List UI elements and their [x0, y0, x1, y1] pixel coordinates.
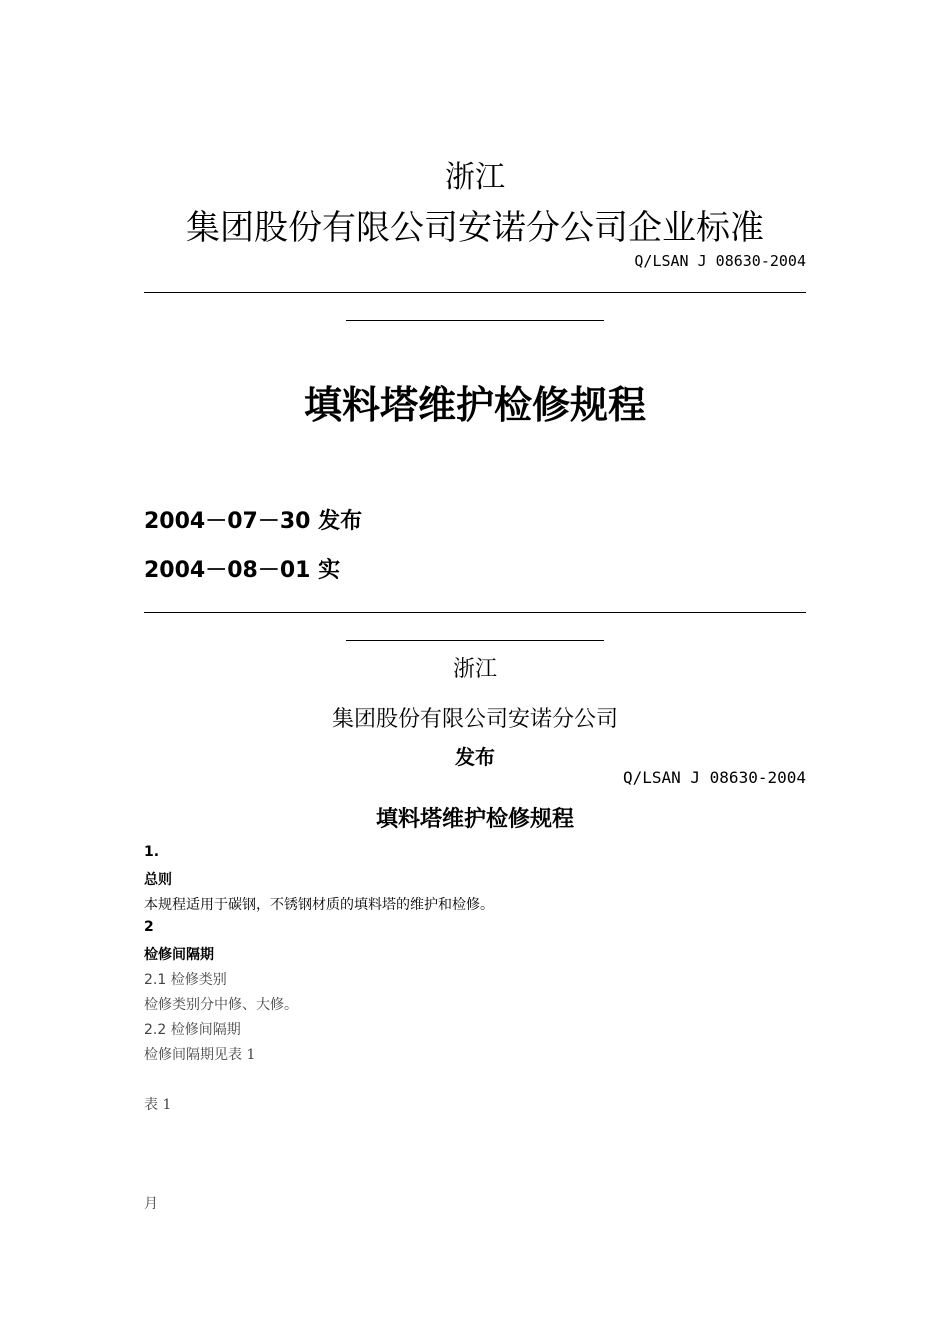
issuer-action: 发布: [455, 745, 495, 769]
header-rule-short: [346, 320, 604, 321]
issuer-province: 浙江: [452, 657, 497, 682]
section-1-number: 1.: [144, 844, 160, 860]
header-standard-code: Q/LSAN J 08630-2004: [634, 252, 806, 270]
document-title: 填料塔维护检修规程: [375, 807, 574, 832]
header-rule-long: [144, 292, 806, 293]
issuer-standard-code: Q/LSAN J 08630-2004: [622, 768, 806, 787]
section-2-2-text: 检修间隔期见表 1: [144, 1047, 256, 1063]
main-title: 填料塔维护检修规程: [303, 383, 646, 427]
header-company-standard: 集团股份有限公司安诺分公司企业标准: [186, 208, 764, 248]
footer-rule-short: [346, 640, 604, 641]
section-2-number: 2: [144, 919, 154, 935]
section-2-2-title: 2.2 检修间隔期: [144, 1022, 241, 1038]
table-label: 表 1: [144, 1097, 172, 1113]
section-2-title: 检修间隔期: [144, 947, 214, 963]
section-2-1-text: 检修类别分中修、大修。: [144, 997, 298, 1013]
implement-date: 2004－08－01 实: [144, 558, 341, 583]
section-1-text: 本规程适用于碳钢，不锈钢材质的填料塔的维护和检修。: [144, 897, 494, 913]
issuer-company: 集团股份有限公司安诺分公司: [331, 707, 618, 732]
table-month-cell: 月: [144, 1196, 158, 1212]
section-1-title: 总则: [144, 872, 172, 888]
publish-date: 2004－07－30 发布: [144, 509, 363, 534]
header-province: 浙江: [445, 160, 505, 195]
footer-rule-long: [144, 612, 806, 613]
section-2-1-title: 2.1 检修类别: [144, 972, 227, 988]
